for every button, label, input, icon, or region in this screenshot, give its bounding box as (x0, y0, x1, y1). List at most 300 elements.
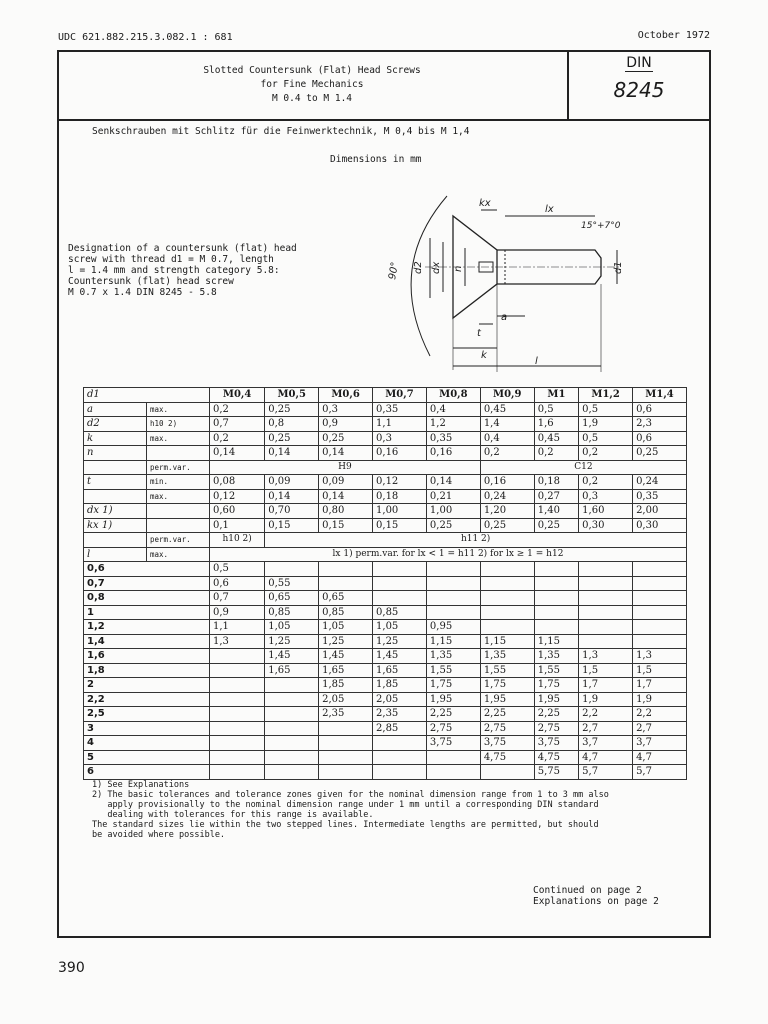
length-cell: 1,5 (633, 663, 687, 678)
length-cell: 1,45 (319, 649, 373, 664)
row-qualifier: min. (147, 475, 210, 490)
length-row (84, 678, 687, 693)
length-cell: 2,35 (319, 707, 373, 722)
table-cell: 0,2 (579, 475, 633, 490)
length-cell (426, 562, 480, 577)
length-row (84, 736, 687, 751)
table-cell: 0,80 (319, 504, 373, 519)
length-cell (480, 765, 534, 780)
length-row (84, 721, 687, 736)
row-symbol (84, 460, 147, 475)
length-cell (579, 605, 633, 620)
column-header: M1,4 (633, 388, 687, 403)
length-cell: 1,95 (534, 692, 578, 707)
length-cell (579, 562, 633, 577)
length-cell: 0,85 (373, 605, 427, 620)
length-cell (210, 663, 265, 678)
table-cell: 1,6 (534, 417, 578, 432)
length-cell: 0,9 (210, 605, 265, 620)
table-cell: 0,25 (534, 518, 578, 533)
length-cell: 2,25 (426, 707, 480, 722)
table-row (84, 475, 687, 490)
length-cell: 1,3 (210, 634, 265, 649)
length-cell: 1,85 (373, 678, 427, 693)
column-header: M1 (534, 388, 578, 403)
continuation-note: Continued on page 2 Explanations on page 2 (533, 885, 659, 907)
table-cell: 0,14 (265, 489, 319, 504)
length-value: 0,6 (84, 562, 210, 577)
length-cell: 1,15 (426, 634, 480, 649)
dimensions-note: Dimensions in mm (330, 154, 422, 165)
dimensions-table (83, 387, 687, 780)
length-cell: 1,65 (319, 663, 373, 678)
length-cell (579, 620, 633, 635)
length-value: 3 (84, 721, 210, 736)
length-cell (534, 620, 578, 635)
table-cell: 0,12 (373, 475, 427, 490)
table-cell: 0,09 (319, 475, 373, 490)
row-qualifier: max. (147, 431, 210, 446)
screw-drawing (385, 188, 645, 378)
table-row (84, 533, 687, 548)
length-cell: 3,75 (534, 736, 578, 751)
table-cell: 0,35 (633, 489, 687, 504)
length-cell (373, 562, 427, 577)
length-cell: 1,7 (633, 678, 687, 693)
table-cell: 0,25 (426, 518, 480, 533)
length-cell: 2,7 (633, 721, 687, 736)
length-cell: 4,75 (534, 750, 578, 765)
length-cell (265, 736, 319, 751)
row-symbol: k (84, 431, 147, 446)
title-line-1: Slotted Countersunk (Flat) Head Screws (203, 65, 421, 76)
length-row (84, 765, 687, 780)
length-cell (579, 591, 633, 606)
table-cell: 0,08 (210, 475, 265, 490)
table-cell: 0,45 (534, 431, 578, 446)
table-cell: 0,45 (480, 402, 534, 417)
row-symbol: l (84, 547, 147, 562)
table-row (84, 504, 687, 519)
row-symbol: dx 1) (84, 504, 147, 519)
table-cell: 0,25 (319, 431, 373, 446)
length-cell: 2,2 (579, 707, 633, 722)
table-row (84, 446, 687, 461)
length-cell (319, 721, 373, 736)
column-header: M1,2 (579, 388, 633, 403)
length-cell: 1,05 (373, 620, 427, 635)
label-d2: d2 (413, 261, 424, 274)
table-cell: 0,24 (633, 475, 687, 490)
row-symbol: d2 (84, 417, 147, 432)
row-qualifier: max. (147, 547, 210, 562)
length-cell: 0,65 (265, 591, 319, 606)
length-cell (480, 591, 534, 606)
length-cell (210, 721, 265, 736)
length-value: 4 (84, 736, 210, 751)
length-value: 1,8 (84, 663, 210, 678)
length-cell (633, 634, 687, 649)
table-cell: 0,21 (426, 489, 480, 504)
length-value: 1,4 (84, 634, 210, 649)
length-cell: 0,85 (319, 605, 373, 620)
table-cell: 0,25 (633, 446, 687, 461)
table-cell: 0,18 (534, 475, 578, 490)
table-cell: 0,5 (579, 431, 633, 446)
label-kx: kx (479, 198, 491, 209)
issue-date: October 1972 (637, 30, 710, 41)
length-cell: 1,75 (534, 678, 578, 693)
table-cell: 0,3 (319, 402, 373, 417)
length-cell (480, 620, 534, 635)
length-cell: 1,75 (480, 678, 534, 693)
length-value: 1,6 (84, 649, 210, 664)
length-cell (633, 605, 687, 620)
table-cell: 0,6 (633, 431, 687, 446)
label-n: n (453, 265, 464, 272)
length-cell (319, 562, 373, 577)
label-head-angle: 90° (387, 261, 402, 281)
length-row (84, 591, 687, 606)
length-cell: 1,55 (426, 663, 480, 678)
spanned-cell: C12 (480, 460, 686, 475)
length-cell: 1,9 (633, 692, 687, 707)
length-value: 1 (84, 605, 210, 620)
length-cell (319, 750, 373, 765)
length-cell: 1,05 (319, 620, 373, 635)
title-line-3: M 0.4 to M 1.4 (271, 93, 353, 104)
length-cell (534, 605, 578, 620)
table-cell: 1,1 (373, 417, 427, 432)
length-cell: 5,75 (534, 765, 578, 780)
length-cell: 1,5 (579, 663, 633, 678)
length-value: 2,2 (84, 692, 210, 707)
length-cell: 3,75 (426, 736, 480, 751)
length-cell (480, 605, 534, 620)
table-cell: 0,14 (210, 446, 265, 461)
table-cell: 0,2 (480, 446, 534, 461)
length-cell: 1,3 (633, 649, 687, 664)
row-qualifier (147, 446, 210, 461)
length-value: 5 (84, 750, 210, 765)
length-cell (210, 678, 265, 693)
german-title: Senkschrauben mit Schlitz für die Feinwerktechnik, M 0,4 bis M 1,4 (92, 126, 470, 137)
row-symbol: t (84, 475, 147, 490)
spanned-cell: h10 2) (210, 533, 265, 548)
length-cell (426, 750, 480, 765)
length-cell (633, 620, 687, 635)
table-cell: 0,35 (373, 402, 427, 417)
table-cell: 0,5 (534, 402, 578, 417)
table-cell: 0,15 (265, 518, 319, 533)
row-qualifier: max. (147, 489, 210, 504)
length-cell (633, 576, 687, 591)
length-cell: 5,7 (633, 765, 687, 780)
table-row (84, 417, 687, 432)
length-cell (373, 736, 427, 751)
length-cell: 1,25 (265, 634, 319, 649)
column-header: M0,8 (426, 388, 480, 403)
length-cell (534, 576, 578, 591)
length-cell: 1,45 (265, 649, 319, 664)
table-cell: 0,2 (210, 431, 265, 446)
length-cell: 2,75 (426, 721, 480, 736)
table-row (84, 489, 687, 504)
table-cell: 0,25 (265, 402, 319, 417)
row-qualifier: h10 2) (147, 417, 210, 432)
label-a: a (501, 312, 508, 323)
length-cell (373, 591, 427, 606)
length-cell: 1,7 (579, 678, 633, 693)
length-cell: 2,7 (579, 721, 633, 736)
length-cell: 1,3 (579, 649, 633, 664)
length-cell: 1,95 (426, 692, 480, 707)
page-number: 390 (58, 960, 85, 976)
length-cell: 1,35 (480, 649, 534, 664)
length-cell: 4,7 (633, 750, 687, 765)
length-cell: 3,7 (579, 736, 633, 751)
length-cell: 0,55 (265, 576, 319, 591)
label-l: l (535, 356, 538, 367)
length-cell: 1,55 (534, 663, 578, 678)
length-cell: 1,95 (480, 692, 534, 707)
length-cell: 2,35 (373, 707, 427, 722)
length-row (84, 620, 687, 635)
length-cell: 1,15 (480, 634, 534, 649)
table-cell: 0,7 (210, 417, 265, 432)
table-cell: 0,09 (265, 475, 319, 490)
length-cell (265, 721, 319, 736)
table-cell: 0,60 (210, 504, 265, 519)
head-angle-arc (411, 196, 447, 356)
udc-code: UDC 621.882.215.3.082.1 : 681 (58, 32, 233, 43)
table-cell: 0,4 (426, 402, 480, 417)
label-tip-angle: 15°+7°0 (581, 221, 621, 231)
table-cell: 0,16 (480, 475, 534, 490)
header-divider (57, 119, 711, 121)
table-cell: 0,25 (480, 518, 534, 533)
length-cell: 2,05 (319, 692, 373, 707)
length-cell: 1,1 (210, 620, 265, 635)
table-cell: 0,35 (426, 431, 480, 446)
length-cell: 1,45 (373, 649, 427, 664)
table-cell: 0,18 (373, 489, 427, 504)
length-row (84, 576, 687, 591)
length-cell: 2,2 (633, 707, 687, 722)
length-cell (579, 576, 633, 591)
length-cell (265, 692, 319, 707)
length-cell (210, 707, 265, 722)
table-cell: 1,00 (426, 504, 480, 519)
length-cell: 1,85 (319, 678, 373, 693)
length-cell (210, 736, 265, 751)
footnotes: 1) See Explanations 2) The basic tolerances and tolerance zones given for the nominal dimension range from 1 to 3 mm also apply provisionally to the nominal dimension range under 1 mm until a corresponding DIN standard dealing with tolerances for this range is available. The standard sizes lie within the two stepped lines. Intermediate lengths are permitted, but should be avoided where possible. (92, 780, 609, 840)
table-cell: 0,15 (319, 518, 373, 533)
table-cell: 1,9 (579, 417, 633, 432)
column-header: M0,6 (319, 388, 373, 403)
length-cell (373, 765, 427, 780)
length-cell (265, 562, 319, 577)
table-cell: 0,27 (534, 489, 578, 504)
table-cell: 0,30 (579, 518, 633, 533)
length-cell: 3,75 (480, 736, 534, 751)
length-cell (426, 765, 480, 780)
column-header: M0,9 (480, 388, 534, 403)
table-cell: 2,3 (633, 417, 687, 432)
length-cell (480, 576, 534, 591)
table-cell: 0,2 (210, 402, 265, 417)
table-cell: 1,40 (534, 504, 578, 519)
length-value: 0,7 (84, 576, 210, 591)
length-cell: 1,9 (579, 692, 633, 707)
table-cell: 0,5 (579, 402, 633, 417)
column-header: M0,4 (210, 388, 265, 403)
length-cell (426, 605, 480, 620)
length-cell: 0,6 (210, 576, 265, 591)
length-cell: 1,75 (426, 678, 480, 693)
table-cell: 0,30 (633, 518, 687, 533)
length-row (84, 692, 687, 707)
table-row (84, 431, 687, 446)
length-cell: 0,95 (426, 620, 480, 635)
table-cell: 0,14 (426, 475, 480, 490)
row-qualifier: perm.var. (147, 460, 210, 475)
length-cell (319, 576, 373, 591)
table-cell: 0,15 (373, 518, 427, 533)
table-cell: 1,4 (480, 417, 534, 432)
table-row (84, 518, 687, 533)
length-cell: 1,05 (265, 620, 319, 635)
row-qualifier (147, 518, 210, 533)
length-cell (319, 765, 373, 780)
length-cell: 2,75 (534, 721, 578, 736)
length-value: 1,2 (84, 620, 210, 635)
length-cell (210, 750, 265, 765)
document-title (57, 64, 567, 106)
length-cell (319, 736, 373, 751)
length-cell: 2,05 (373, 692, 427, 707)
length-cell: 1,15 (534, 634, 578, 649)
length-cell (265, 707, 319, 722)
length-cell (534, 562, 578, 577)
length-cell (373, 576, 427, 591)
table-cell: 0,1 (210, 518, 265, 533)
table-cell: 1,20 (480, 504, 534, 519)
label-k: k (481, 350, 487, 361)
row-symbol (84, 533, 147, 548)
table-cell: 0,16 (373, 446, 427, 461)
length-cell: 2,25 (534, 707, 578, 722)
spanned-cell: H9 (210, 460, 481, 475)
din-number: 8245 (613, 78, 665, 102)
table-cell: 0,8 (265, 417, 319, 432)
length-cell: 1,65 (265, 663, 319, 678)
length-cell (426, 591, 480, 606)
length-cell (265, 765, 319, 780)
label-dx: dx (431, 261, 442, 274)
length-cell: 0,85 (265, 605, 319, 620)
length-cell (633, 562, 687, 577)
table-cell: 1,2 (426, 417, 480, 432)
length-cell: 5,7 (579, 765, 633, 780)
table-cell: 0,2 (534, 446, 578, 461)
table-cell: 0,25 (265, 431, 319, 446)
length-cell (265, 678, 319, 693)
designation-example: Designation of a countersunk (flat) head screw with thread d1 = M 0.7, length l = 1.4 mm and strength category 5.8: Countersunk (flat) head screw M 0.7 x 1.4 DIN 8245 - 5.8 (68, 243, 297, 298)
length-value: 6 (84, 765, 210, 780)
header-symbol: d1 (84, 388, 210, 403)
spanned-cell: h11 2) (265, 533, 687, 548)
table-cell: 0,2 (579, 446, 633, 461)
row-qualifier (147, 504, 210, 519)
length-row (84, 750, 687, 765)
length-value: 0,8 (84, 591, 210, 606)
column-header: M0,7 (373, 388, 427, 403)
length-cell (265, 750, 319, 765)
row-qualifier: perm.var. (147, 533, 210, 548)
length-cell (534, 591, 578, 606)
table-cell: 1,60 (579, 504, 633, 519)
length-row (84, 663, 687, 678)
table-cell: 2,00 (633, 504, 687, 519)
title-line-2: for Fine Mechanics (260, 79, 364, 90)
label-lx: lx (545, 204, 554, 215)
length-row (84, 707, 687, 722)
table-row (84, 402, 687, 417)
table-header-row (84, 388, 687, 403)
table-cell: 0,16 (426, 446, 480, 461)
length-cell: 1,55 (480, 663, 534, 678)
length-cell: 4,75 (480, 750, 534, 765)
row-symbol: n (84, 446, 147, 461)
length-row (84, 562, 687, 577)
column-header: M0,5 (265, 388, 319, 403)
din-label: DIN (626, 55, 652, 71)
length-row (84, 605, 687, 620)
length-cell: 0,5 (210, 562, 265, 577)
length-cell: 2,25 (480, 707, 534, 722)
length-row (84, 634, 687, 649)
spanned-cell: lx 1) perm.var. for lx < 1 = h11 2) for lx ≥ 1 = h12 (210, 547, 687, 562)
length-cell (373, 750, 427, 765)
length-cell (210, 765, 265, 780)
length-cell: 1,65 (373, 663, 427, 678)
length-row (84, 649, 687, 664)
row-symbol: a (84, 402, 147, 417)
table-cell: 0,9 (319, 417, 373, 432)
length-cell (480, 562, 534, 577)
table-cell: 1,00 (373, 504, 427, 519)
table-cell: 0,12 (210, 489, 265, 504)
length-cell: 0,65 (319, 591, 373, 606)
length-cell (579, 634, 633, 649)
table-cell: 0,3 (373, 431, 427, 446)
length-cell (210, 649, 265, 664)
length-cell (633, 591, 687, 606)
row-qualifier: max. (147, 402, 210, 417)
length-cell: 1,35 (534, 649, 578, 664)
table-cell: 0,3 (579, 489, 633, 504)
label-t: t (477, 328, 481, 339)
length-cell: 2,75 (480, 721, 534, 736)
length-cell: 3,7 (633, 736, 687, 751)
length-cell: 4,7 (579, 750, 633, 765)
label-d1: d1 (613, 261, 624, 274)
table-cell: 0,6 (633, 402, 687, 417)
table-cell: 0,4 (480, 431, 534, 446)
table-cell: 0,70 (265, 504, 319, 519)
length-value: 2,5 (84, 707, 210, 722)
